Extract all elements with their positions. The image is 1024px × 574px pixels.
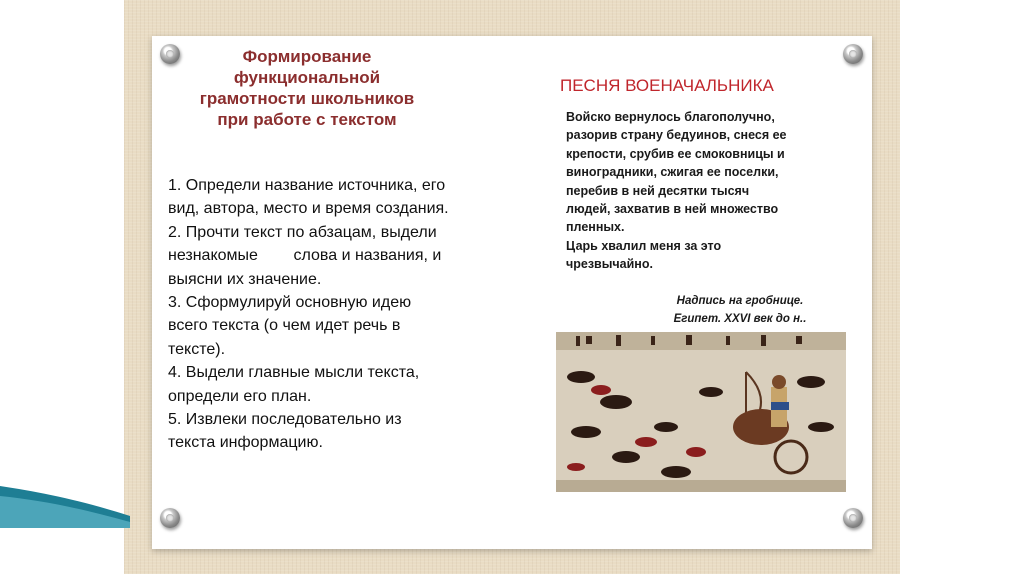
step-line: 5. Извлеки последовательно из [168,411,402,429]
title-line: функциональной [233,68,381,87]
poem-line: виноградники, сжигая ее поселки, [566,165,779,180]
title-line: при работе с текстом [217,110,397,129]
egyptian-battle-fresco-image [556,332,846,492]
step-line: выясни их значение. [168,270,322,288]
poem-line: крепости, срубив ее смоковницы и [566,146,785,161]
poem-line: разорив страну бедуинов, снеся ее [566,128,787,143]
step-line: незнакомые слова и названия, и [168,247,442,265]
step-line: определи его план. [168,387,312,405]
step-line: тексте). [168,340,226,358]
image-caption [640,292,840,328]
step-line: 1. Определи название источника, его [168,177,446,194]
caption-line: Надпись на гробнице. [676,295,804,307]
title-line: Формирование [242,47,372,66]
poem-line: людей, захватив в ней множество [566,202,779,217]
poem-line: перебив в ней десятки тысяч [566,183,750,198]
step-line: 4. Выдели главные мысли текста, [168,364,420,382]
poem-line: чрезвычайно. [566,257,653,272]
step-line: 2. Прочти текст по абзацам, выдели [168,223,437,241]
poem-line: Войско вернулось благополучно, [566,110,775,124]
step-line: всего текста (о чем идет речь в [168,317,401,335]
teal-wave-decoration [0,478,130,528]
slide-title [172,46,442,130]
caption-line: Египет. XXVI век до н.. [673,313,807,325]
steps-list [168,174,513,455]
poem-line: Царь хвалил меня за это [566,238,722,253]
pin-bottom-right-icon [843,508,863,528]
poem-line: пленных. [566,220,625,235]
step-line: вид, автора, место и время создания. [168,200,449,218]
poem-text [566,108,856,274]
song-title: ПЕСНЯ ВОЕНАЧАЛЬНИКА [560,76,774,95]
pin-top-right-icon [843,44,863,64]
pin-bottom-left-icon [160,508,180,528]
step-line: 3. Сформулируй основную идею [168,294,412,312]
title-line: грамотности школьников [199,89,415,108]
step-line: текста информацию. [168,434,323,452]
